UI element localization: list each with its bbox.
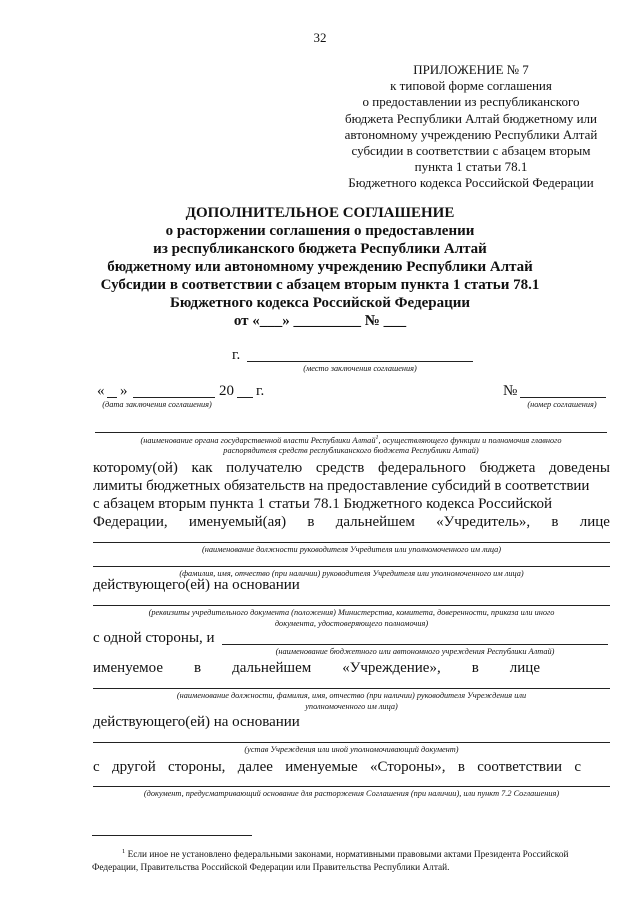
appendix-line: Бюджетного кодекса Российской Федерации	[348, 175, 594, 191]
date-caption: (дата заключения соглашения)	[102, 400, 212, 409]
date-quote-open: «	[97, 383, 105, 399]
year-suffix: г.	[256, 383, 265, 399]
body-line: лимиты бюджетных обязательств на предоставление субсидий в соответствии	[93, 478, 590, 494]
city-prefix: г.	[232, 347, 241, 363]
word: лице	[579, 514, 610, 530]
date-quote-close: »	[120, 383, 128, 399]
word: в	[194, 660, 202, 676]
place-field[interactable]	[247, 361, 473, 362]
word: с	[93, 759, 100, 775]
appendix-line: субсидии в соответствии с абзацем вторым	[351, 143, 591, 159]
word: средств	[315, 460, 365, 476]
word: которому(ой)	[93, 460, 178, 476]
body-line: с абзацем вторым пункта 1 статьи 78.1 Бюджетного кодекса Российской	[93, 496, 553, 512]
number-sign: №	[503, 383, 518, 399]
body-line	[93, 460, 610, 477]
title-line: о расторжении соглашения о предоставлении	[165, 223, 475, 239]
authority-caption-part: , осуществляющего функции и полномочия главного	[378, 435, 562, 445]
appendix-header	[330, 62, 612, 192]
institution-caption: (наименование бюджетного или автономного учреждения Республики Алтай)	[275, 647, 555, 656]
footnote-separator	[92, 835, 252, 836]
footnote-text: Если иное не установлено федеральными законами, нормативными правовыми актами Президента Российской Федерации, Правительства Российской Федерации или Правительства Республики Алтай.	[92, 850, 569, 873]
authority-caption-cont: распорядителя средств республиканского бюджета Республики Алтай)	[223, 446, 479, 455]
word: в	[551, 514, 559, 530]
word: соответствии	[477, 759, 563, 775]
month-field[interactable]	[133, 397, 215, 398]
head-position-caption: (наименование должности руководителя Учредителя или уполномоченного им лица)	[201, 545, 502, 554]
authority-caption-part: (наименование органа государственной власти Республики Алтай	[140, 435, 376, 445]
word: другой	[111, 759, 156, 775]
other-side-line	[93, 759, 581, 776]
founder-doc-caption: (реквизиты учредительного документа (положения) Министерства, комитета, доверенности, приказа или иного	[148, 608, 555, 617]
word: именуемые	[285, 759, 358, 775]
word: получателю	[226, 460, 303, 476]
word: бюджета	[479, 460, 536, 476]
word: стороны,	[168, 759, 226, 775]
authority-field[interactable]	[95, 432, 607, 433]
termination-doc-caption: (документ, предусматривающий основание для расторжения Соглашения (при наличии), или пункт 7.2 Соглашения)	[143, 789, 560, 798]
word: как	[191, 460, 213, 476]
word: дальнейшем	[232, 660, 312, 676]
head-position-field[interactable]	[93, 542, 610, 543]
title-line: бюджетному или автономному учреждению Республики Алтай	[107, 259, 533, 275]
number-field[interactable]	[520, 397, 606, 398]
word: в	[471, 660, 479, 676]
word: Федерации,	[93, 514, 168, 530]
word: «Учреждение»,	[342, 660, 441, 676]
charter-caption: (устав Учреждения или иной уполномочивающий документ)	[244, 745, 459, 754]
word: в	[457, 759, 465, 775]
institution-line	[93, 660, 540, 677]
footnote-mark: 1	[122, 848, 126, 855]
appendix-line: ПРИЛОЖЕНИЕ № 7	[413, 62, 529, 77]
title-line: из республиканского бюджета Республики Алтай	[153, 241, 487, 257]
number-caption: (номер соглашения)	[527, 400, 597, 409]
title-date-number-line: от «___» _________ № ___	[233, 313, 407, 329]
footnote-ref: 1	[375, 435, 379, 441]
document-title: ДОПОЛНИТЕЛЬНОЕ СОГЛАШЕНИЕ	[185, 205, 455, 221]
acting-basis-label: действующего(ей) на основании	[93, 714, 300, 730]
inst-head-caption-cont: уполномоченного им лица)	[305, 702, 398, 711]
place-caption: (место заключения соглашения)	[303, 364, 417, 373]
appendix-line: пункта 1 статьи 78.1	[414, 159, 528, 175]
year-field[interactable]	[237, 397, 253, 398]
word: далее	[237, 759, 273, 775]
footnote	[92, 846, 612, 874]
founder-doc-field[interactable]	[93, 605, 610, 606]
title-line: Бюджетного кодекса Российской Федерации	[169, 295, 470, 311]
head-name-field[interactable]	[93, 566, 610, 567]
institution-field[interactable]	[222, 644, 608, 645]
appendix-line: к типовой форме соглашения	[390, 78, 552, 94]
authority-caption	[95, 435, 607, 445]
day-field[interactable]	[107, 397, 117, 398]
word: лице	[509, 660, 540, 676]
word: именуемый(ая)	[188, 514, 287, 530]
head-name-caption: (фамилия, имя, отчество (при наличии) руководителя Учредителя или уполномоченного им лица)	[179, 569, 524, 578]
word: федерального	[377, 460, 466, 476]
word: именуемое	[93, 660, 163, 676]
word: дальнейшем	[335, 514, 415, 530]
founder-doc-caption-cont: документа, удостоверяющего полномочия)	[274, 619, 429, 628]
year-prefix: 20	[219, 383, 234, 399]
acting-basis-label: действующего(ей) на основании	[93, 577, 300, 593]
one-side-label: с одной стороны, и	[93, 630, 215, 646]
word: в	[307, 514, 315, 530]
appendix-line: о предоставлении из республиканского	[362, 94, 580, 110]
appendix-line: бюджета Республики Алтай бюджетному или	[344, 110, 597, 126]
body-line	[93, 514, 610, 531]
word: доведены	[549, 460, 610, 476]
page-number: 32	[313, 30, 327, 45]
word: «Учредитель»,	[436, 514, 531, 530]
inst-head-caption: (наименование должности, фамилия, имя, отчество (при наличии) руководителя Учреждения или	[176, 691, 527, 700]
inst-head-field[interactable]	[93, 688, 610, 689]
word: с	[574, 759, 581, 775]
termination-doc-field[interactable]	[93, 786, 610, 787]
charter-field[interactable]	[93, 742, 610, 743]
word: «Стороны»,	[370, 759, 446, 775]
appendix-line: автономному учреждению Республики Алтай	[344, 126, 598, 142]
title-line: Субсидии в соответствии с абзацем вторым пункта 1 статьи 78.1	[100, 277, 540, 293]
